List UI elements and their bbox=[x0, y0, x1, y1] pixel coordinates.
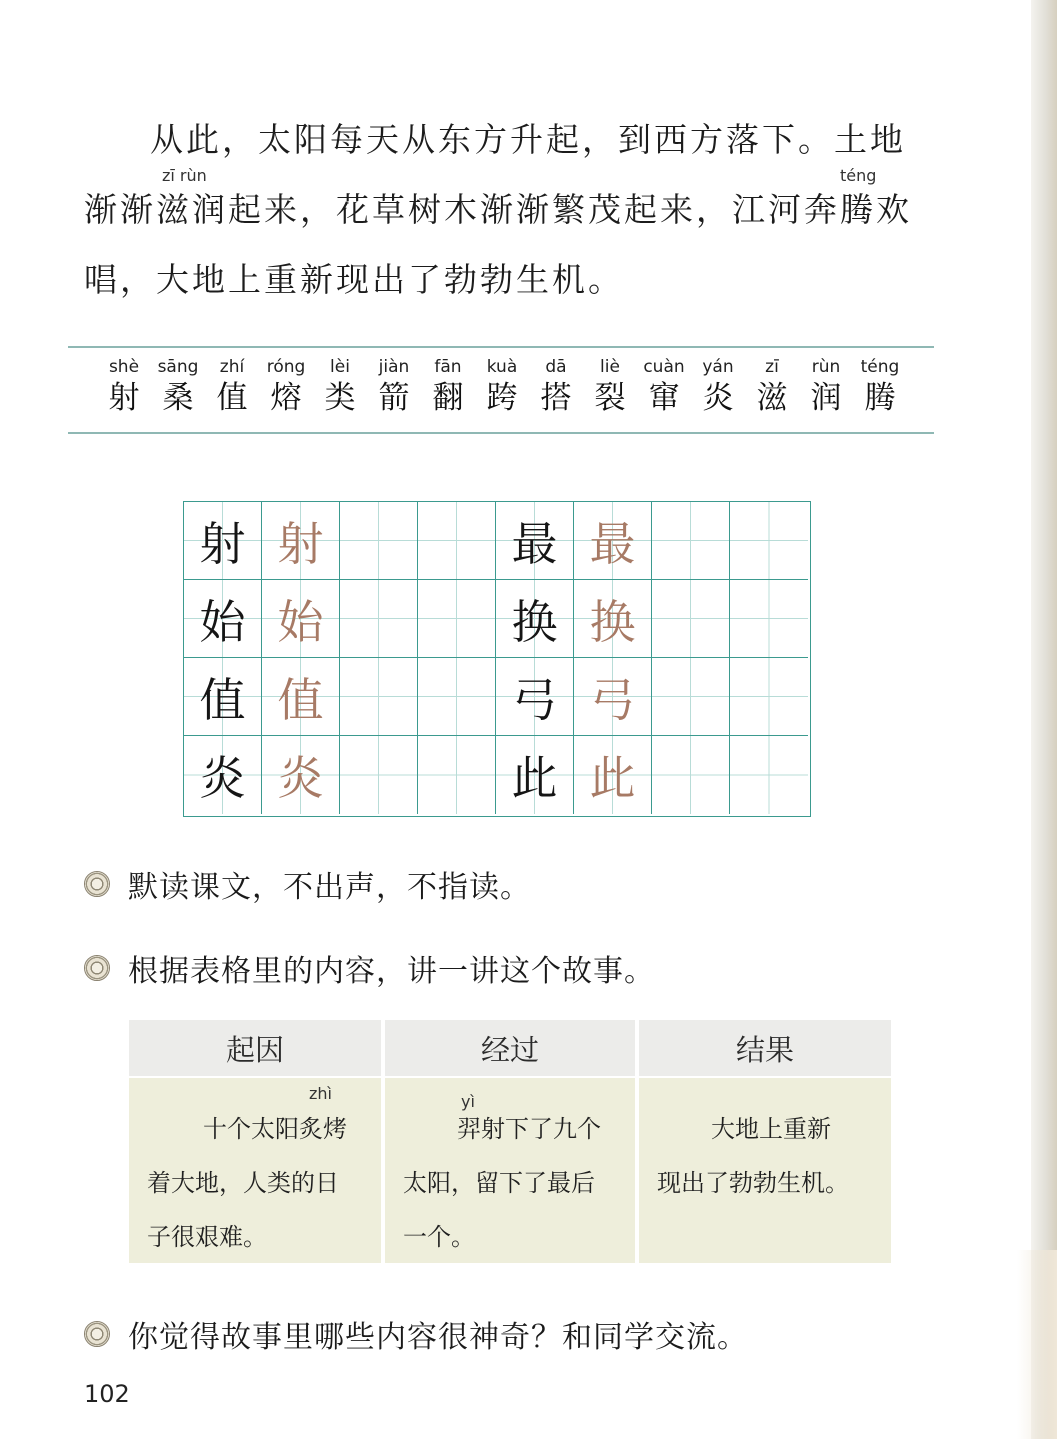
vocab-pinyin: dā bbox=[545, 357, 567, 377]
cell-line: 现出了勃勃生机。 bbox=[657, 1169, 849, 1197]
grid-cell-empty[interactable] bbox=[730, 580, 808, 658]
vocab-top-rule bbox=[68, 346, 934, 348]
page-number: 102 bbox=[84, 1380, 130, 1408]
grid-cell-empty[interactable] bbox=[652, 658, 730, 736]
cell-line: 子很艰难。 bbox=[147, 1223, 267, 1251]
trace-character: 换 bbox=[589, 594, 636, 649]
pinyin-annotation: zī rùn bbox=[162, 166, 207, 185]
vocab-pinyin: cuàn bbox=[643, 357, 685, 377]
grid-cell bbox=[574, 736, 652, 814]
vocab-pinyin: zhí bbox=[219, 357, 245, 377]
grid-cell bbox=[262, 658, 340, 736]
pinyin-annotation: yì bbox=[461, 1092, 475, 1111]
vocab-pinyin: zī bbox=[765, 357, 779, 377]
vocab-pinyin: lèi bbox=[330, 357, 350, 377]
table-header-result: 结果 bbox=[639, 1020, 891, 1076]
cell-line: 太阳，留下了最后 bbox=[403, 1169, 595, 1197]
grid-cell-empty[interactable] bbox=[730, 502, 808, 580]
pinyin-annotation: téng bbox=[840, 166, 877, 185]
flower-bullet-icon bbox=[84, 955, 110, 981]
grid-cell-empty[interactable] bbox=[418, 736, 496, 814]
page-edge-shadow bbox=[1031, 0, 1057, 1439]
grid-cell bbox=[184, 736, 262, 814]
table-header-cause: 起因 bbox=[129, 1020, 381, 1076]
model-character: 换 bbox=[511, 594, 558, 649]
vocab-character: 射 bbox=[108, 380, 140, 416]
grid-cell bbox=[184, 502, 262, 580]
grid-cell bbox=[574, 658, 652, 736]
vocab-item bbox=[637, 356, 691, 426]
vocab-character: 搭 bbox=[540, 380, 572, 416]
vocab-character: 桑 bbox=[162, 380, 194, 416]
vocab-pinyin: fān bbox=[434, 357, 462, 377]
vocab-character: 箭 bbox=[378, 380, 410, 416]
grid-cell bbox=[262, 580, 340, 658]
grid-cell bbox=[262, 502, 340, 580]
grid-cell bbox=[574, 502, 652, 580]
vocab-pinyin: rùn bbox=[811, 357, 841, 377]
grid-cell-empty[interactable] bbox=[730, 658, 808, 736]
vocab-bottom-rule bbox=[68, 432, 934, 434]
vocab-item bbox=[853, 356, 907, 426]
grid-cell-empty[interactable] bbox=[340, 580, 418, 658]
model-character: 最 bbox=[511, 516, 558, 571]
passage bbox=[0, 0, 1000, 320]
vocab-character: 跨 bbox=[486, 380, 518, 416]
instruction-item bbox=[84, 1314, 748, 1354]
model-character: 射 bbox=[199, 516, 246, 571]
instruction-text: 根据表格里的内容，讲一讲这个故事。 bbox=[128, 954, 655, 989]
vocab-character: 腾 bbox=[864, 380, 896, 416]
table-cell-cause bbox=[129, 1078, 381, 1263]
model-character: 此 bbox=[511, 751, 558, 805]
cell-line: 大地上重新 bbox=[711, 1115, 831, 1143]
vocab-character: 滋 bbox=[756, 380, 788, 416]
cell-line: 着大地，人类的日 bbox=[147, 1169, 339, 1197]
vocab-item bbox=[205, 356, 259, 426]
cell-line: 十个太阳炙烤 bbox=[203, 1115, 347, 1143]
grid-cell-empty[interactable] bbox=[340, 736, 418, 814]
grid-cell bbox=[496, 580, 574, 658]
grid-cell bbox=[262, 736, 340, 814]
passage-line: 渐渐滋润起来，花草树木渐渐繁茂起来，江河奔腾欢 bbox=[84, 190, 912, 229]
vocab-pinyin: sāng bbox=[157, 357, 199, 377]
page-edge-tint bbox=[1017, 1250, 1057, 1439]
grid-cell-empty[interactable] bbox=[730, 736, 808, 814]
table-header-process: 经过 bbox=[385, 1020, 635, 1076]
grid-cell-empty[interactable] bbox=[418, 502, 496, 580]
cell-line: 一个。 bbox=[403, 1223, 475, 1251]
model-character: 始 bbox=[199, 594, 246, 649]
grid-cell bbox=[496, 658, 574, 736]
trace-character: 最 bbox=[589, 516, 636, 571]
grid-cell bbox=[184, 658, 262, 736]
pinyin-annotation: zhì bbox=[309, 1084, 332, 1103]
vocab-character: 熔 bbox=[270, 380, 302, 416]
vocab-item bbox=[745, 356, 799, 426]
table-cell-process bbox=[385, 1078, 635, 1263]
grid-cell bbox=[496, 502, 574, 580]
vocab-character: 类 bbox=[324, 380, 356, 416]
vocab-item bbox=[691, 356, 745, 426]
model-character: 值 bbox=[199, 672, 246, 727]
cell-text bbox=[147, 1102, 367, 1264]
vocab-item bbox=[421, 356, 475, 426]
vocab-item bbox=[97, 356, 151, 426]
grid-cell-empty[interactable] bbox=[652, 736, 730, 814]
vocab-character: 裂 bbox=[594, 380, 626, 416]
instruction-item bbox=[84, 864, 531, 904]
trace-character: 炎 bbox=[277, 751, 324, 805]
vocab-pinyin: yán bbox=[702, 357, 734, 377]
grid-cell-empty[interactable] bbox=[652, 502, 730, 580]
vocab-item bbox=[313, 356, 367, 426]
vocab-pinyin: róng bbox=[266, 357, 306, 377]
instruction-text: 你觉得故事里哪些内容很神奇？和同学交流。 bbox=[128, 1320, 748, 1355]
vocab-pinyin: téng bbox=[860, 357, 900, 377]
writing-grid bbox=[183, 501, 811, 817]
grid-cell-empty[interactable] bbox=[652, 580, 730, 658]
passage-line: 唱，大地上重新现出了勃勃生机。 bbox=[84, 260, 624, 299]
cell-line: 羿射下了九个 bbox=[457, 1115, 601, 1143]
story-table bbox=[129, 1020, 891, 1263]
cell-text bbox=[403, 1102, 623, 1264]
vocab-character: 炎 bbox=[702, 380, 734, 416]
table-cell-result bbox=[639, 1078, 891, 1263]
vocab-item bbox=[475, 356, 529, 426]
trace-character: 此 bbox=[589, 751, 636, 805]
vocab-pinyin: liè bbox=[600, 357, 620, 377]
vocab-item bbox=[799, 356, 853, 426]
vocab-character: 翻 bbox=[432, 380, 464, 416]
trace-character: 始 bbox=[277, 594, 324, 649]
grid-cell-empty[interactable] bbox=[340, 502, 418, 580]
instruction-item bbox=[84, 948, 655, 988]
grid-cell bbox=[574, 580, 652, 658]
trace-character: 射 bbox=[277, 516, 324, 571]
grid-cell-empty[interactable] bbox=[418, 580, 496, 658]
vocab-character: 值 bbox=[216, 380, 248, 416]
vocab-pinyin: kuà bbox=[486, 357, 518, 377]
grid-cell bbox=[184, 580, 262, 658]
cell-text bbox=[657, 1102, 877, 1210]
vocab-pinyin: shè bbox=[108, 357, 140, 377]
vocab-pinyin: jiàn bbox=[378, 357, 410, 377]
model-character: 炎 bbox=[199, 751, 246, 805]
vocab-character: 窜 bbox=[648, 380, 680, 416]
vocab-item bbox=[259, 356, 313, 426]
flower-bullet-icon bbox=[84, 1321, 110, 1347]
grid-cell-empty[interactable] bbox=[418, 658, 496, 736]
vocab-item bbox=[151, 356, 205, 426]
vocab-item bbox=[367, 356, 421, 426]
trace-character: 弓 bbox=[589, 672, 636, 727]
passage-line: 从此，太阳每天从东方升起，到西方落下。土地 bbox=[150, 120, 906, 159]
vocab-character: 润 bbox=[810, 380, 842, 416]
instruction-text: 默读课文，不出声，不指读。 bbox=[128, 870, 531, 905]
grid-cell bbox=[496, 736, 574, 814]
vocab-item bbox=[583, 356, 637, 426]
flower-bullet-icon bbox=[84, 871, 110, 897]
trace-character: 值 bbox=[277, 672, 324, 727]
grid-cell-empty[interactable] bbox=[340, 658, 418, 736]
vocab-item bbox=[529, 356, 583, 426]
model-character: 弓 bbox=[511, 672, 558, 727]
